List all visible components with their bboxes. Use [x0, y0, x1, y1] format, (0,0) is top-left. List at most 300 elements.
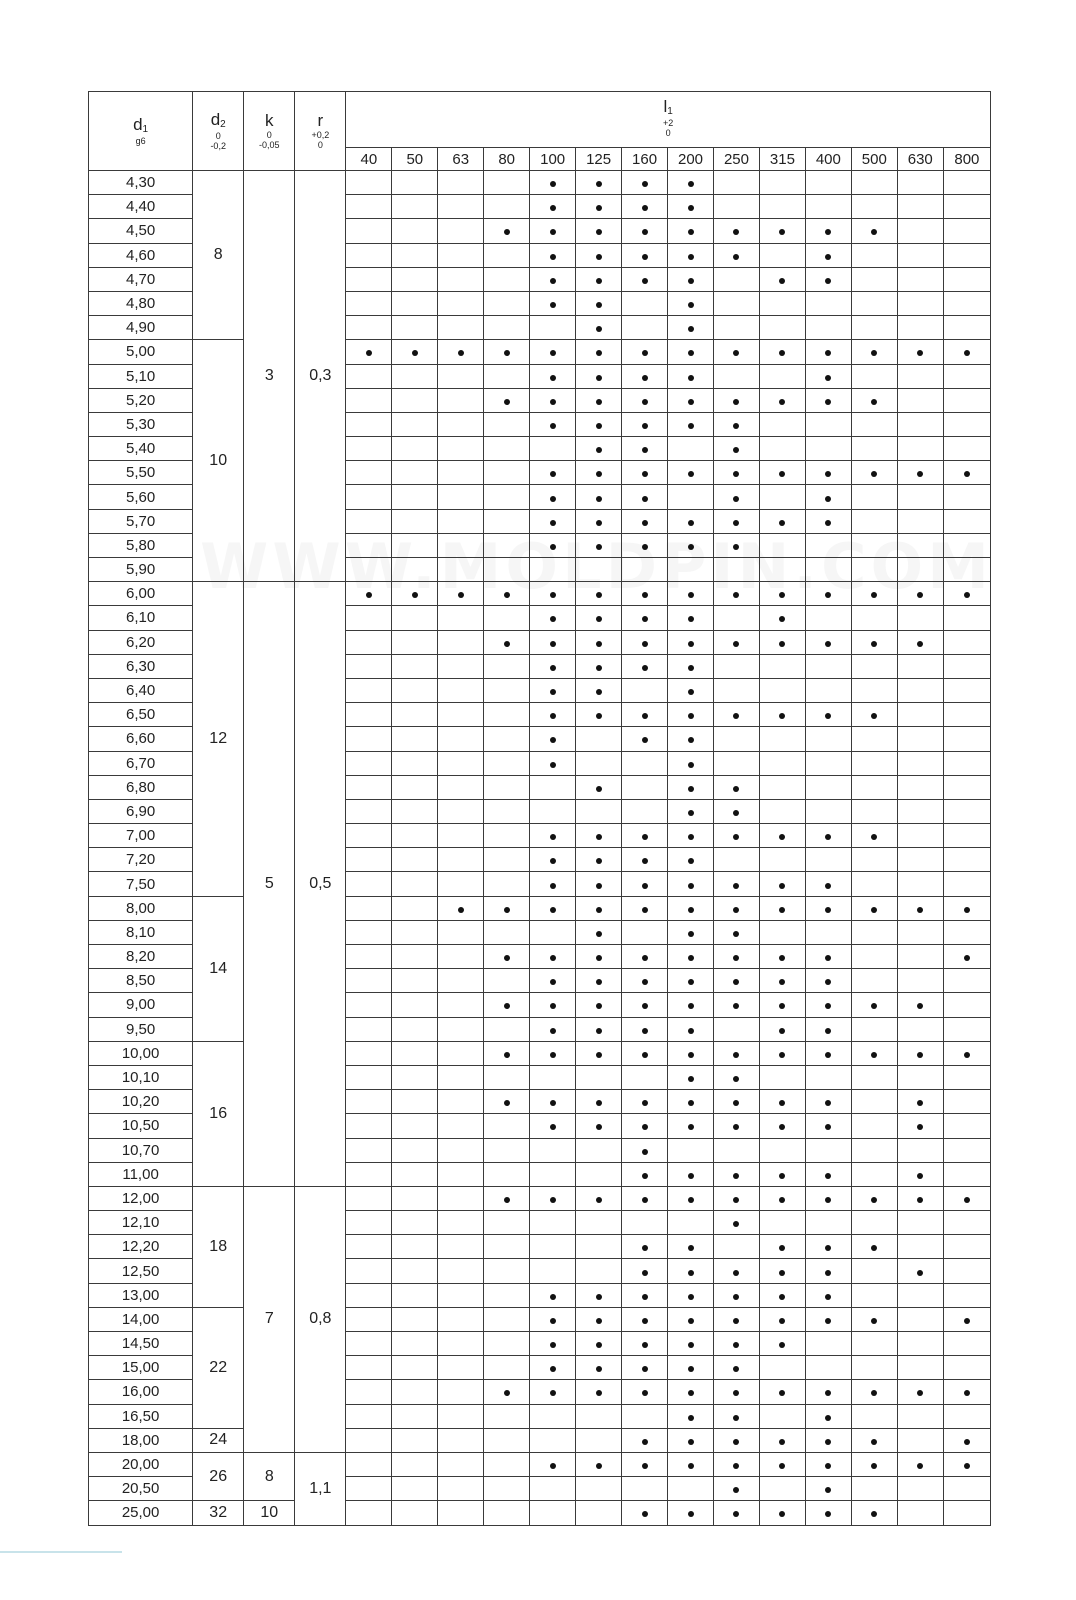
availability-cell [392, 1211, 438, 1235]
availability-cell [622, 848, 668, 872]
availability-cell [438, 533, 484, 557]
availability-cell [759, 1041, 805, 1065]
availability-dot [596, 375, 602, 381]
availability-cell [576, 1404, 622, 1428]
availability-dot [688, 278, 694, 284]
availability-cell [438, 388, 484, 412]
availability-dot [412, 350, 418, 356]
availability-cell [392, 1186, 438, 1210]
availability-cell [438, 678, 484, 702]
availability-dot [642, 350, 648, 356]
k-cell: 7 [244, 1186, 295, 1452]
availability-dot [825, 1100, 831, 1106]
availability-dot [917, 1003, 923, 1009]
availability-cell [851, 751, 897, 775]
availability-dot [642, 1511, 648, 1517]
d1-cell: 16,00 [89, 1380, 193, 1404]
availability-dot [733, 1173, 739, 1179]
availability-cell [438, 920, 484, 944]
availability-cell [943, 1307, 990, 1331]
d1-cell: 10,10 [89, 1065, 193, 1089]
d1-cell: 12,50 [89, 1259, 193, 1283]
availability-cell [530, 533, 576, 557]
availability-dot [779, 1511, 785, 1517]
availability-cell [759, 1090, 805, 1114]
availability-dot [642, 1197, 648, 1203]
availability-cell [576, 1017, 622, 1041]
availability-cell [346, 1356, 392, 1380]
availability-dot [688, 1197, 694, 1203]
availability-cell [576, 1211, 622, 1235]
availability-cell [943, 775, 990, 799]
length-header-250: 250 [713, 148, 759, 171]
k-cell: 10 [244, 1501, 295, 1525]
availability-cell [576, 412, 622, 436]
length-header-400: 400 [805, 148, 851, 171]
availability-dot [688, 931, 694, 937]
availability-dot [871, 1318, 877, 1324]
availability-cell [530, 1259, 576, 1283]
availability-dot [964, 592, 970, 598]
availability-dot [504, 1197, 510, 1203]
availability-cell [805, 703, 851, 727]
availability-cell [438, 582, 484, 606]
availability-dot [596, 1390, 602, 1396]
availability-dot [825, 907, 831, 913]
availability-cell [392, 412, 438, 436]
availability-cell [576, 1114, 622, 1138]
availability-cell [713, 316, 759, 340]
availability-dot [642, 1173, 648, 1179]
availability-cell [392, 1017, 438, 1041]
d2-cell: 12 [193, 582, 244, 896]
availability-cell [943, 1404, 990, 1428]
availability-cell [851, 606, 897, 630]
availability-dot [550, 1366, 556, 1372]
availability-cell [759, 945, 805, 969]
k-cell: 3 [244, 171, 295, 582]
availability-cell [668, 1090, 714, 1114]
availability-dot [596, 278, 602, 284]
availability-cell [346, 171, 392, 195]
d1-cell: 5,40 [89, 437, 193, 461]
availability-cell [759, 388, 805, 412]
availability-cell [759, 1452, 805, 1476]
availability-cell [346, 558, 392, 582]
availability-dot [825, 1245, 831, 1251]
availability-dot [642, 1052, 648, 1058]
availability-cell [622, 1138, 668, 1162]
d2-cell: 8 [193, 171, 244, 340]
availability-cell [438, 896, 484, 920]
availability-dot [596, 616, 602, 622]
availability-cell [897, 1065, 943, 1089]
availability-cell [484, 1452, 530, 1476]
availability-cell [346, 606, 392, 630]
availability-dot [688, 1173, 694, 1179]
availability-dot [871, 1463, 877, 1469]
availability-cell [622, 1380, 668, 1404]
availability-cell [346, 1259, 392, 1283]
availability-cell [576, 848, 622, 872]
availability-cell [897, 824, 943, 848]
availability-cell [759, 485, 805, 509]
availability-cell [713, 1041, 759, 1065]
availability-cell [943, 1283, 990, 1307]
availability-cell [897, 291, 943, 315]
availability-cell [530, 437, 576, 461]
availability-cell [759, 824, 805, 848]
availability-dot [642, 1270, 648, 1276]
availability-cell [346, 630, 392, 654]
d1-cell: 10,70 [89, 1138, 193, 1162]
availability-dot [733, 1415, 739, 1421]
availability-dot [642, 496, 648, 502]
availability-cell [805, 1307, 851, 1331]
availability-cell [438, 848, 484, 872]
availability-dot [825, 1052, 831, 1058]
availability-cell [897, 1017, 943, 1041]
availability-dot [688, 1245, 694, 1251]
availability-cell [805, 412, 851, 436]
availability-cell [392, 558, 438, 582]
availability-cell [622, 751, 668, 775]
availability-dot [596, 399, 602, 405]
availability-cell [346, 896, 392, 920]
header-d1: $d_1$ g6 [89, 92, 193, 171]
availability-cell [713, 340, 759, 364]
availability-dot [733, 834, 739, 840]
availability-dot [917, 1390, 923, 1396]
availability-cell [759, 775, 805, 799]
availability-cell [897, 1162, 943, 1186]
availability-cell [392, 582, 438, 606]
availability-cell [668, 824, 714, 848]
availability-cell [713, 945, 759, 969]
availability-cell [668, 1501, 714, 1525]
availability-cell [576, 291, 622, 315]
availability-cell [346, 654, 392, 678]
d2-cell: 18 [193, 1186, 244, 1307]
availability-cell [851, 896, 897, 920]
availability-cell [943, 364, 990, 388]
availability-cell [438, 340, 484, 364]
availability-cell [805, 1162, 851, 1186]
availability-cell [943, 703, 990, 727]
availability-cell [484, 1283, 530, 1307]
availability-cell [576, 1259, 622, 1283]
availability-cell [713, 558, 759, 582]
availability-cell [576, 243, 622, 267]
availability-cell [622, 993, 668, 1017]
availability-cell [897, 1235, 943, 1259]
availability-cell [668, 872, 714, 896]
availability-cell [897, 243, 943, 267]
availability-dot [504, 1100, 510, 1106]
availability-dot [642, 1149, 648, 1155]
availability-cell [622, 1428, 668, 1452]
d1-cell: 4,40 [89, 195, 193, 219]
availability-cell [622, 1065, 668, 1089]
availability-dot [733, 786, 739, 792]
availability-cell [576, 872, 622, 896]
availability-cell [943, 848, 990, 872]
r-cell: 0,3 [295, 171, 346, 582]
availability-dot [596, 931, 602, 937]
availability-cell [622, 461, 668, 485]
availability-dot [871, 1439, 877, 1445]
availability-dot [688, 858, 694, 864]
availability-cell [943, 412, 990, 436]
availability-dot [825, 834, 831, 840]
availability-cell [530, 340, 576, 364]
availability-cell [713, 1283, 759, 1307]
availability-cell [759, 1259, 805, 1283]
availability-cell [576, 1283, 622, 1307]
availability-cell [530, 945, 576, 969]
availability-dot [917, 641, 923, 647]
availability-dot [550, 1052, 556, 1058]
availability-cell [484, 388, 530, 412]
availability-dot [550, 665, 556, 671]
availability-cell [346, 1404, 392, 1428]
availability-cell [897, 1283, 943, 1307]
availability-cell [622, 1501, 668, 1525]
availability-dot [688, 1003, 694, 1009]
availability-dot [733, 955, 739, 961]
availability-cell [392, 1235, 438, 1259]
availability-dot [825, 1028, 831, 1034]
availability-dot [779, 520, 785, 526]
availability-dot [642, 399, 648, 405]
d1-cell: 6,60 [89, 727, 193, 751]
availability-cell [805, 751, 851, 775]
availability-cell [897, 340, 943, 364]
availability-cell [897, 1332, 943, 1356]
availability-cell [346, 485, 392, 509]
availability-cell [622, 437, 668, 461]
availability-cell [851, 316, 897, 340]
availability-cell [392, 993, 438, 1017]
availability-dot [964, 1052, 970, 1058]
availability-cell [851, 412, 897, 436]
availability-dot [779, 713, 785, 719]
availability-cell [897, 195, 943, 219]
availability-dot [733, 1124, 739, 1130]
availability-cell [668, 727, 714, 751]
availability-dot [688, 1463, 694, 1469]
availability-cell [805, 1501, 851, 1525]
table-row [89, 1041, 991, 1065]
availability-dot [779, 1052, 785, 1058]
availability-cell [392, 1114, 438, 1138]
availability-cell [668, 461, 714, 485]
d1-cell: 10,20 [89, 1090, 193, 1114]
availability-dot [688, 713, 694, 719]
availability-cell [759, 1017, 805, 1041]
availability-cell [851, 1332, 897, 1356]
availability-cell [943, 267, 990, 291]
availability-cell [851, 1452, 897, 1476]
availability-cell [622, 896, 668, 920]
availability-cell [943, 1380, 990, 1404]
r-cell: 1,1 [295, 1452, 346, 1525]
availability-cell [392, 388, 438, 412]
availability-cell [759, 896, 805, 920]
availability-cell [805, 630, 851, 654]
availability-dot [733, 1197, 739, 1203]
availability-cell [759, 291, 805, 315]
availability-cell [943, 291, 990, 315]
availability-dot [688, 254, 694, 260]
r-cell: 0,8 [295, 1186, 346, 1452]
availability-cell [576, 582, 622, 606]
availability-cell [346, 582, 392, 606]
availability-cell [759, 678, 805, 702]
availability-dot [733, 979, 739, 985]
availability-dot [550, 350, 556, 356]
availability-cell [851, 582, 897, 606]
availability-dot [733, 350, 739, 356]
availability-cell [668, 316, 714, 340]
availability-dot [871, 592, 877, 598]
availability-dot [779, 641, 785, 647]
d1-cell: 6,30 [89, 654, 193, 678]
availability-cell [943, 1428, 990, 1452]
availability-dot [917, 471, 923, 477]
availability-dot [550, 641, 556, 647]
availability-dot [642, 1100, 648, 1106]
availability-cell [713, 1235, 759, 1259]
availability-cell [943, 945, 990, 969]
availability-cell [346, 267, 392, 291]
availability-cell [851, 630, 897, 654]
availability-cell [668, 1114, 714, 1138]
availability-dot [596, 181, 602, 187]
availability-dot [688, 1318, 694, 1324]
availability-dot [550, 592, 556, 598]
availability-cell [805, 1235, 851, 1259]
availability-cell [805, 1332, 851, 1356]
availability-cell [484, 824, 530, 848]
availability-dot [642, 883, 648, 889]
availability-cell [576, 678, 622, 702]
availability-cell [897, 1259, 943, 1283]
availability-cell [622, 171, 668, 195]
availability-cell [484, 533, 530, 557]
availability-cell [484, 485, 530, 509]
availability-cell [392, 1138, 438, 1162]
availability-dot [550, 834, 556, 840]
availability-cell [484, 920, 530, 944]
availability-cell [346, 388, 392, 412]
availability-cell [438, 1138, 484, 1162]
availability-dot [825, 1415, 831, 1421]
availability-cell [392, 606, 438, 630]
availability-cell [851, 920, 897, 944]
availability-cell [851, 1186, 897, 1210]
availability-cell [897, 219, 943, 243]
availability-dot [733, 544, 739, 550]
availability-cell [438, 1404, 484, 1428]
availability-cell [943, 1211, 990, 1235]
availability-cell [576, 630, 622, 654]
availability-cell [346, 945, 392, 969]
availability-cell [668, 703, 714, 727]
availability-cell [576, 1428, 622, 1452]
availability-cell [622, 1356, 668, 1380]
availability-cell [851, 678, 897, 702]
availability-dot [504, 592, 510, 598]
availability-cell [346, 1211, 392, 1235]
availability-cell [943, 1259, 990, 1283]
availability-dot [688, 1028, 694, 1034]
availability-cell [622, 824, 668, 848]
availability-dot [733, 592, 739, 598]
availability-cell [897, 316, 943, 340]
availability-dot [596, 471, 602, 477]
availability-cell [438, 969, 484, 993]
availability-dot [596, 254, 602, 260]
availability-cell [346, 1452, 392, 1476]
availability-cell [392, 1428, 438, 1452]
availability-cell [346, 364, 392, 388]
availability-cell [438, 727, 484, 751]
availability-cell [668, 1380, 714, 1404]
availability-cell [851, 799, 897, 823]
availability-cell [943, 799, 990, 823]
availability-dot [596, 544, 602, 550]
d1-cell: 15,00 [89, 1356, 193, 1380]
d1-cell: 9,00 [89, 993, 193, 1017]
availability-cell [438, 1090, 484, 1114]
availability-cell [897, 751, 943, 775]
d1-cell: 5,70 [89, 509, 193, 533]
availability-cell [805, 969, 851, 993]
availability-dot [871, 1245, 877, 1251]
availability-cell [392, 848, 438, 872]
availability-dot [688, 375, 694, 381]
availability-cell [713, 219, 759, 243]
availability-cell [530, 412, 576, 436]
availability-dot [733, 1003, 739, 1009]
availability-cell [851, 267, 897, 291]
availability-cell [484, 582, 530, 606]
availability-cell [438, 1114, 484, 1138]
availability-cell [392, 1477, 438, 1501]
availability-cell [530, 388, 576, 412]
availability-dot [825, 1487, 831, 1493]
availability-cell [530, 920, 576, 944]
length-header-100: 100 [530, 148, 576, 171]
availability-cell [897, 1380, 943, 1404]
availability-dot [779, 1463, 785, 1469]
availability-cell [438, 775, 484, 799]
availability-cell [438, 364, 484, 388]
availability-cell [576, 1041, 622, 1065]
availability-dot [688, 1415, 694, 1421]
d1-cell: 6,70 [89, 751, 193, 775]
availability-dot [688, 1294, 694, 1300]
availability-cell [622, 799, 668, 823]
availability-dot [917, 350, 923, 356]
availability-cell [805, 195, 851, 219]
availability-dot [779, 1003, 785, 1009]
availability-cell [943, 1186, 990, 1210]
availability-cell [759, 267, 805, 291]
availability-cell [346, 461, 392, 485]
availability-dot [733, 1439, 739, 1445]
